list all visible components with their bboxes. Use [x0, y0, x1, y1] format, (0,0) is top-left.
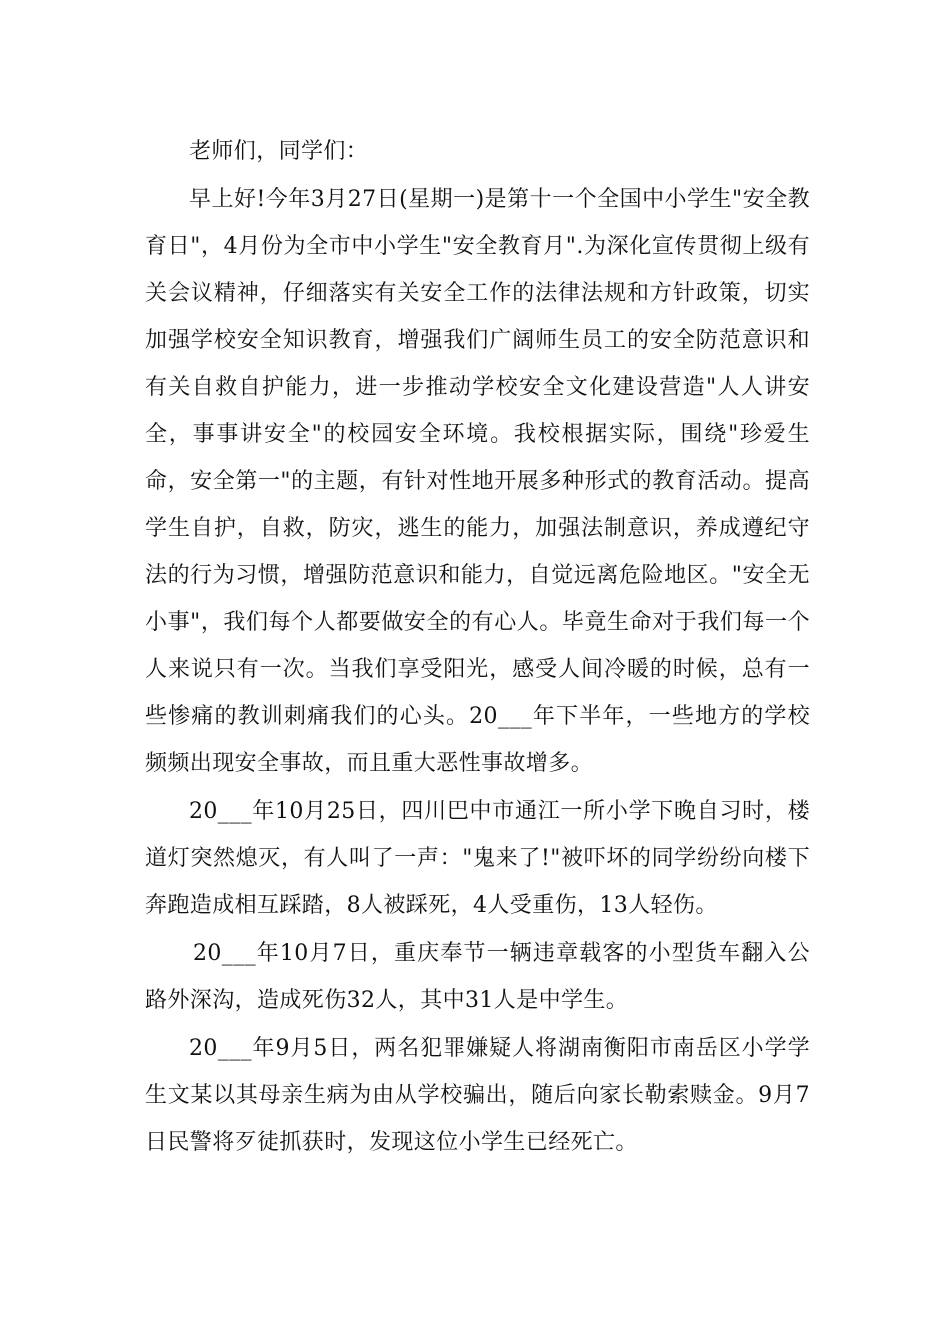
paragraph-incident-sichuan: 20___年10月25日，四川巴中市通江一所小学下晚自习时，楼道灯突然熄灭，有人叫了一声："鬼来了!"被吓坏的同学纷纷向楼下奔跑造成相互踩踏，8人被踩死，4人受重伤，13人轻伤。 — [145, 799, 810, 918]
paragraph-incident-chongqing: 20___年10月7日，重庆奉节一辆违章载客的小型货车翻入公路外深沟，造成死伤32人，其中31人是中学生。 — [145, 941, 810, 1013]
paragraph-incident-hunan: 20___年9月5日，两名犯罪嫌疑人将湖南衡阳市南岳区小学学生文某以其母亲生病为由从学校骗出，随后向家长勒索赎金。9月7日民警将歹徒抓获时，发现这位小学生已经死亡。 — [145, 1036, 810, 1155]
document-body — [145, 128, 810, 1167]
paragraph-intro: 早上好!今年3月27日(星期一)是第十一个全国中小学生"安全教育日"，4月份为全市中小学生"安全教育月".为深化宣传贯彻上级有关会议精神，仔细落实有关安全工作的法律法规和方针政策，切实加强学校安全知识教育，增强我们广阔师生员工的安全防范意识和有关自救自护能力，进一步推动学校安全文化建设营造"人人讲安全，事事讲安全"的校园安全环境。我校根据实际，围绕"珍爱生命，安全第一"的主题，有针对性地开展多种形式的教育活动。提高学生自护，自救，防灾，逃生的能力，加强法制意识，养成遵纪守法的行为习惯，增强防范意识和能力，自觉远离危险地区。"安全无小事"，我们每个人都要做安全的有心人。毕竟生命对于我们每一个人来说只有一次。当我们享受阳光，感受人间冷暖的时候，总有一些惨痛的教训刺痛我们的心头。20___年下半年，一些地方的学校频频出现安全事故，而且重大恶性事故增多。 — [145, 187, 810, 776]
salutation: 老师们，同学们： — [189, 139, 369, 164]
